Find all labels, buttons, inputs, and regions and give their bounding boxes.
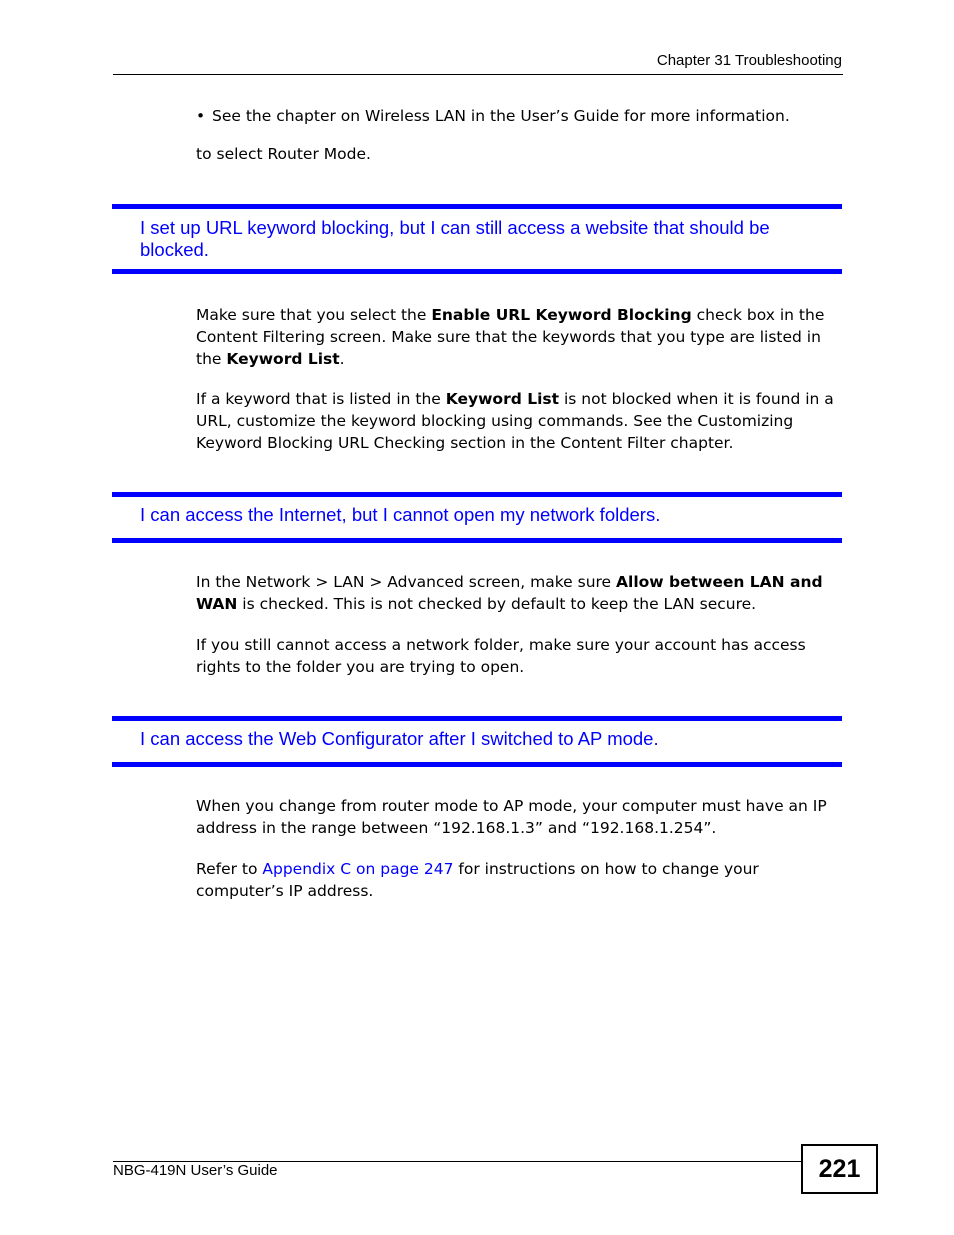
text-run: If a keyword that is listed in the: [196, 390, 446, 408]
text-run: check box in the Content Filtering screen. Make sure that the keywords that you type are listed in the: [196, 306, 825, 368]
bold-term: Allow between LAN and WAN: [196, 573, 823, 613]
text-run: Refer to: [196, 860, 263, 878]
guide-name: NBG-419N User’s Guide: [113, 1162, 278, 1179]
bold-term: Keyword List: [445, 390, 560, 408]
answer-paragraph: [196, 388, 844, 454]
page-number: 221: [801, 1144, 878, 1194]
text-run: is checked. This is not checked by default to keep the LAN secure.: [237, 595, 757, 613]
question-box-url-blocking: [112, 204, 842, 274]
question-title: I can access the Internet, but I cannot open my network folders.: [140, 504, 661, 525]
header-rule: [113, 74, 843, 75]
intro-text: to select Router Mode.: [196, 145, 371, 163]
text-run: for instructions on how to change your computer’s IP address.: [196, 860, 759, 900]
answer-paragraph: [196, 858, 844, 902]
appendix-link[interactable]: Appendix C on page 247: [262, 860, 454, 878]
bullet-item: [196, 105, 790, 127]
bold-term: Enable URL Keyword Blocking: [431, 306, 692, 324]
bullet-dot-icon: •: [196, 107, 206, 125]
text-run: .: [339, 350, 345, 368]
question-box-ap-mode: [112, 716, 842, 767]
text-run: is not blocked when it is found in a URL, customize the keyword blocking using commands. See the Customizing Keyword Blocking URL Checking section in the Content Filter chapter.: [196, 390, 834, 452]
text-run: Make sure that you select the: [196, 306, 432, 324]
question-box-network-folders: [112, 492, 842, 543]
bold-term: Keyword List: [226, 350, 340, 368]
question-title: I set up URL keyword blocking, but I can still access a website that should be blocked.: [140, 217, 770, 260]
answer-paragraph: [196, 571, 844, 615]
bullet-text: See the chapter on Wireless LAN in the User’s Guide for more information.: [212, 107, 790, 125]
chapter-header: Chapter 31 Troubleshooting: [656, 52, 842, 69]
answer-paragraph: When you change from router mode to AP mode, your computer must have an IP address in the range between “192.168.1.3” and “192.168.1.254”.: [196, 797, 827, 837]
answer-paragraph: If you still cannot access a network folder, make sure your account has access rights to the folder you are trying to open.: [196, 636, 806, 676]
question-title: I can access the Web Configurator after I switched to AP mode.: [140, 728, 659, 749]
text-run: In the Network > LAN > Advanced screen, make sure: [196, 573, 617, 591]
answer-paragraph: [196, 304, 844, 370]
